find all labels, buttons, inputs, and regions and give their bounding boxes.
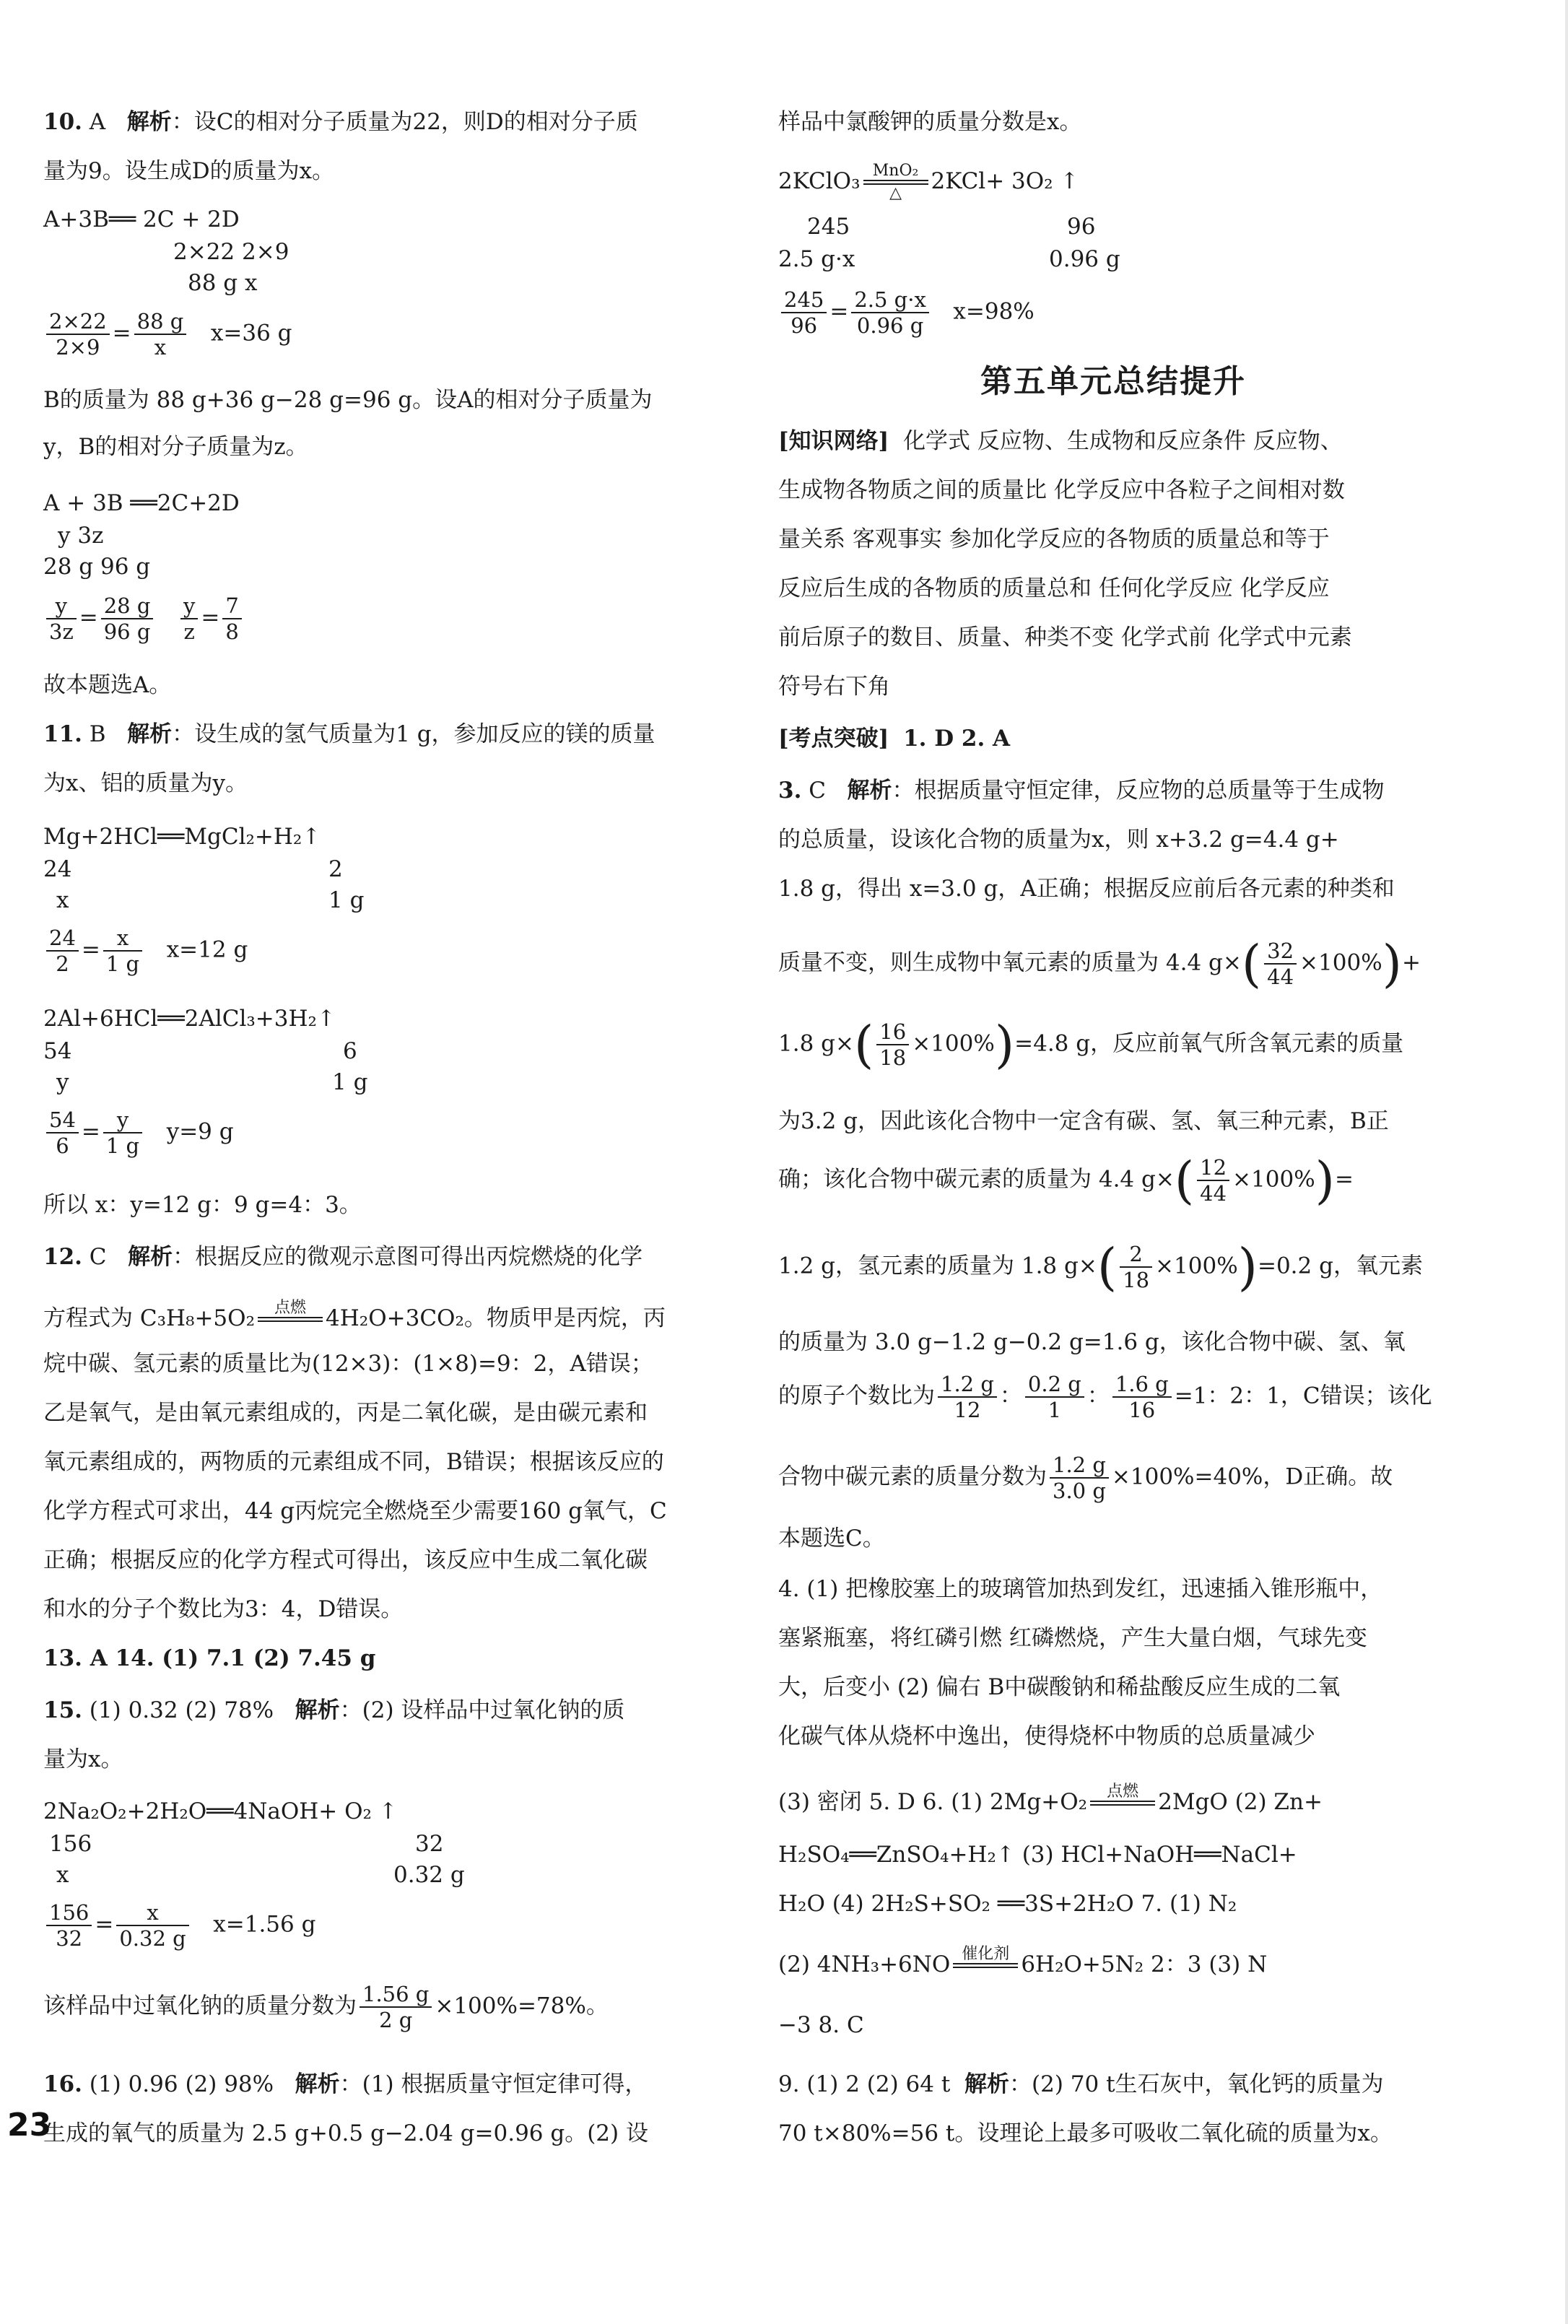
q12-line-4: 乙是氧气，是由氧元素组成的，丙是二氧化碳，是由碳元素和 bbox=[43, 1400, 648, 1426]
q15-conclusion: 该样品中过氧化钠的质量分数为 $\frac{1.56 g}{2 g}$ ×100%=78%。 bbox=[43, 1982, 609, 2032]
q12-line-3: 烷中碳、氢元素的质量比为(12×3)：(1×8)=9：2，A错误； bbox=[43, 1351, 653, 1377]
q3-line-9: 的质量为 3.0 g−1.2 g−0.2 g=1.6 g，该化合物中碳、氢、氧 bbox=[778, 1329, 1406, 1355]
q10-line-3: B的质量为 88 g+36 g−28 g=96 g。设A的相对分子质量为 bbox=[43, 387, 653, 413]
q16-cont-ratio: $\frac{245}{96}$ = $\frac{2.5 g\cdot x}{0.96 g}$ x=98% bbox=[778, 287, 1035, 338]
q15-eq-x: x bbox=[56, 1862, 69, 1888]
q11-conclusion: 所以 x：y=12 g：9 g=4：3。 bbox=[43, 1192, 362, 1218]
q11-eq1-x: x bbox=[56, 887, 69, 913]
q3-line-1: 3. C 解析：根据质量守恒定律，反应物的总质量等于生成物 bbox=[778, 778, 1385, 804]
q10-answer: A bbox=[89, 109, 106, 135]
q12-line-6: 化学方程式可求出，44 g丙烷完全燃烧至少需要160 g氧气，C bbox=[43, 1498, 667, 1524]
fraction: $\frac{x}{1 g}$ bbox=[103, 926, 142, 976]
q10-equation-1-coef: 2×22 2×9 bbox=[173, 239, 289, 265]
q16-cont-result: x=98% bbox=[953, 298, 1035, 325]
q16-cont-line-1: 样品中氯酸钾的质量分数是x。 bbox=[778, 109, 1082, 135]
q10-text-1: ：设C的相对分子质量为22，则D的相对分子质 bbox=[171, 109, 638, 135]
q15-analysis-tag: 解析 bbox=[295, 1697, 340, 1723]
kaodian-tag: [考点突破] bbox=[778, 726, 889, 752]
q3-line-6: 为3.2 g，因此该化合物中一定含有碳、氢、氧三种元素，B正 bbox=[778, 1108, 1389, 1134]
fraction: $\frac{156}{32}$ bbox=[46, 1900, 92, 1951]
knowledge-tag: [知识网络] bbox=[778, 428, 889, 454]
q12-line-1 bbox=[43, 1243, 643, 1271]
fraction: $\frac{1.6 g}{16}$ bbox=[1112, 1372, 1172, 1422]
q10-equation-2: A + 3B ══2C+2D bbox=[43, 490, 240, 516]
q11-eq2-mr-al: 54 bbox=[43, 1038, 72, 1064]
q3-line-4: 质量不变，则生成物中氧元素的质量为 4.4 g×( $\frac{32}{44}$ ×100%)+ bbox=[778, 934, 1421, 993]
q10-equation-1: A+3B══ 2C + 2D bbox=[43, 206, 240, 232]
q10-line-2: 量为9。设生成D的质量为x。 bbox=[43, 158, 335, 184]
q16-line-1 bbox=[43, 2071, 647, 2098]
knowledge-line-6: 符号右下角 bbox=[778, 674, 890, 700]
q15-ratio: $\frac{156}{32}$ = $\frac{x}{0.32 g}$ x=1.56 g bbox=[43, 1900, 315, 1951]
q15-line-1 bbox=[43, 1697, 624, 1724]
q10-number: 10. bbox=[43, 109, 82, 135]
q10-equation-2-mass: 28 g 96 g bbox=[43, 554, 151, 580]
fraction: $\frac{y}{z}$ bbox=[180, 593, 198, 644]
q3-line-7: 确；该化合物中碳元素的质量为 4.4 g×( $\frac{12}{44}$ ×100%)= bbox=[778, 1151, 1354, 1210]
reaction-condition: MnO₂ △ bbox=[863, 162, 928, 202]
q11-number: 11. bbox=[43, 721, 82, 747]
knowledge-line-4: 反应后生成的各物质的质量总和 任何化学反应 化学反应 bbox=[778, 575, 1330, 601]
q16-number: 16. bbox=[43, 2071, 82, 2097]
q10-equation-1-mass: 88 g x bbox=[188, 270, 258, 296]
q11-eq1-mr-mg: 24 bbox=[43, 856, 72, 882]
q16-line-2: 生成的氧气的质量为 2.5 g+0.5 g−2.04 g=0.96 g。(2) 设 bbox=[43, 2120, 648, 2146]
fraction: $\frac{y}{1 g}$ bbox=[103, 1107, 142, 1158]
q12-line-8: 和水的分子个数比为3：4，D错误。 bbox=[43, 1596, 404, 1622]
q10-equation-2-coef: y 3z bbox=[58, 523, 104, 549]
q11-line-2: 为x、铝的质量为y。 bbox=[43, 770, 248, 796]
q11-result-2: y=9 g bbox=[166, 1118, 234, 1145]
q9-line-1: 9. (1) 2 (2) 64 t 解析：(2) 70 t生石灰中，氧化钙的质量为 bbox=[778, 2071, 1384, 2097]
fraction: $\frac{32}{44}$ bbox=[1264, 939, 1297, 989]
q12-line-7: 正确；根据反应的化学方程式可得出，该反应中生成二氧化碳 bbox=[43, 1547, 648, 1573]
reaction-condition: 催化剂 bbox=[953, 1946, 1018, 1985]
fraction: $\frac{245}{96}$ bbox=[781, 287, 827, 338]
page-edge bbox=[1565, 0, 1568, 2324]
q12-line-2: 方程式为 C₃H₈+5O₂ 点燃 4H₂O+3CO₂。物质甲是丙烷，丙 bbox=[43, 1300, 666, 1339]
q16-cont-mass-o2: 0.96 g bbox=[1049, 246, 1120, 272]
q3-number: 3. bbox=[778, 778, 802, 804]
q12-line-5: 氧元素组成的，两物质的元素组成不同，B错误；根据该反应的 bbox=[43, 1449, 664, 1475]
q11-analysis-tag: 解析 bbox=[127, 721, 173, 747]
q11-eq2-mr-h2: 6 bbox=[343, 1038, 357, 1064]
q11-eq2-y: y bbox=[56, 1069, 69, 1095]
q9-analysis-tag: 解析 bbox=[964, 2071, 1010, 2097]
fraction: $\frac{y}{3z}$ bbox=[46, 593, 77, 644]
q11-eq1-mr-h2: 2 bbox=[328, 856, 343, 882]
q3-line-12: 本题选C。 bbox=[778, 1526, 885, 1551]
q11-ratio-1: $\frac{24}{2}$ = $\frac{x}{1 g}$ x=12 g bbox=[43, 926, 248, 976]
q10-line-1 bbox=[43, 108, 638, 136]
q3-line-11: 合物中碳元素的质量分数为 $\frac{1.2 g}{3.0 g}$ ×100%=40%，D正确。故 bbox=[778, 1453, 1393, 1503]
q11-answer: B bbox=[89, 721, 106, 747]
q4-line-3: 大，后变小 (2) 偏右 B中碳酸钠和稀盐酸反应生成的二氧 bbox=[778, 1674, 1341, 1700]
fraction: $\frac{x}{0.32 g}$ bbox=[116, 1900, 188, 1951]
fraction: $\frac{16}{18}$ bbox=[876, 1019, 909, 1070]
q9-line-2: 70 t×80%=56 t。设理论上最多可吸收二氧化硫的质量为x。 bbox=[778, 2120, 1393, 2146]
page-number: 23 bbox=[7, 2107, 52, 2144]
knowledge-line-5: 前后原子的数目、质量、种类不变 化学式前 化学式中元素 bbox=[778, 624, 1352, 650]
q13-q14-answers: 13. A 14. (1) 7.1 (2) 7.45 g bbox=[43, 1645, 376, 1671]
fraction: $\frac{28 g}{96 g}$ bbox=[101, 593, 154, 644]
q16-answers: (1) 0.96 (2) 98% bbox=[89, 2071, 274, 2097]
q5-line-5: −3 8. C bbox=[778, 2012, 864, 2038]
q11-ratio-2: $\frac{54}{6}$ = $\frac{y}{1 g}$ y=9 g bbox=[43, 1107, 234, 1158]
q11-line-1 bbox=[43, 721, 655, 748]
fraction: $\frac{0.2 g}{1}$ bbox=[1025, 1372, 1084, 1422]
q3-line-2: 的总质量，设该化合物的质量为x，则 x+3.2 g=4.4 g+ bbox=[778, 827, 1339, 853]
q15-line-2: 量为x。 bbox=[43, 1746, 123, 1772]
q3-analysis-tag: 解析 bbox=[847, 778, 892, 804]
fraction: $\frac{2\times 22}{2\times 9}$ bbox=[46, 309, 110, 360]
fraction: $\frac{1.2 g}{3.0 g}$ bbox=[1050, 1453, 1109, 1503]
q11-result-1: x=12 g bbox=[166, 936, 248, 963]
q10-ratio-2: $\frac{y}{3z}$ = $\frac{28 g}{96 g}$ $\frac{y}{z}$ = $\frac{7}{8}$ bbox=[43, 593, 245, 644]
q12-text-1: ：根据反应的微观示意图可得出丙烷燃烧的化学 bbox=[173, 1244, 643, 1270]
q10-result-1: x=36 g bbox=[210, 320, 292, 347]
q15-equation: 2Na₂O₂+2H₂O══4NaOH+ O₂ ↑ bbox=[43, 1798, 398, 1824]
fraction: $\frac{24}{2}$ bbox=[46, 926, 79, 976]
q15-text-1: ：(2) 设样品中过氧化钠的质 bbox=[339, 1697, 625, 1723]
q16-cont-equation: 2KClO₃ MnO₂ △ 2KCl+ 3O₂ ↑ bbox=[778, 162, 1079, 202]
q12-analysis-tag: 解析 bbox=[128, 1244, 173, 1270]
fraction: $\frac{1.56 g}{2 g}$ bbox=[360, 1982, 432, 2032]
q10-analysis-tag: 解析 bbox=[126, 109, 172, 135]
q10-conclusion: 故本题选A。 bbox=[43, 672, 172, 698]
q11-eq2-mass: 1 g bbox=[332, 1069, 368, 1095]
reaction-condition: 点燃 bbox=[1090, 1783, 1155, 1823]
fraction: $\frac{2.5 g\cdot x}{0.96 g}$ bbox=[851, 287, 928, 338]
q4-line-2: 塞紧瓶塞，将红磷引燃 红磷燃烧，产生大量白烟，气球先变 bbox=[778, 1625, 1367, 1651]
q10-ratio-1: $\frac{2\times 22}{2\times 9}$ = $\frac{88 g}{x}$ x=36 g bbox=[43, 309, 292, 360]
q3-line-8: 1.2 g，氢元素的质量为 1.8 g×( $\frac{2}{18}$ ×100%)=0.2 g，氧元素 bbox=[778, 1237, 1423, 1297]
knowledge-line-3: 量关系 客观事实 参加化学反应的各物质的质量总和等于 bbox=[778, 526, 1330, 552]
section-title: 第五单元总结提升 bbox=[980, 363, 1246, 400]
q10-line-4: y，B的相对分子质量为z。 bbox=[43, 434, 308, 460]
q5-line-3: H₂O (4) 2H₂S+SO₂ ══3S+2H₂O 7. (1) N₂ bbox=[778, 1891, 1237, 1917]
fraction: $\frac{7}{8}$ bbox=[222, 593, 241, 644]
q11-equation-1: Mg+2HCl══MgCl₂+H₂↑ bbox=[43, 824, 321, 850]
q16-cont-mr-o2: 96 bbox=[1067, 214, 1096, 240]
q15-eq-mass: 0.32 g bbox=[393, 1862, 465, 1888]
fraction: $\frac{54}{6}$ bbox=[46, 1107, 79, 1158]
q5-line-1: (3) 密闭 5. D 6. (1) 2Mg+O₂ 点燃 2MgO (2) Zn+ bbox=[778, 1783, 1323, 1823]
reaction-condition: 点燃 bbox=[258, 1300, 323, 1339]
q4-line-1: 4. (1) 把橡胶塞上的玻璃管加热到发红，迅速插入锥形瓶中， bbox=[778, 1576, 1383, 1602]
q3-line-5: 1.8 g×( $\frac{16}{18}$ ×100%)=4.8 g，反应前氧气所含氧元素的质量 bbox=[778, 1015, 1404, 1074]
kaodian-line: [考点突破] 1. D 2. A bbox=[778, 726, 1011, 752]
fraction: $\frac{88 g}{x}$ bbox=[134, 309, 187, 360]
q16-text-1: ：(1) 根据质量守恒定律可得， bbox=[339, 2071, 648, 2097]
q5-line-4: (2) 4NH₃+6NO 催化剂 6H₂O+5N₂ 2：3 (3) N bbox=[778, 1946, 1267, 1985]
q9-answers: 9. (1) 2 (2) 64 t bbox=[778, 2071, 951, 2097]
q11-text-1: ：设生成的氢气质量为1 g，参加反应的镁的质量 bbox=[172, 721, 655, 747]
q3-line-10: 的原子个数比为 $\frac{1.2 g}{12}$ ： $\frac{0.2 g}{1}$ ： $\frac{1.6 g}{16}$ =1：2：1，C错误；该化 bbox=[778, 1372, 1432, 1422]
q4-line-4: 化碳气体从烧杯中逸出，使得烧杯中物质的总质量减少 bbox=[778, 1723, 1315, 1749]
q3-answer: C bbox=[809, 778, 826, 804]
q15-result: x=1.56 g bbox=[213, 1911, 316, 1938]
q15-eq-mr-o2: 32 bbox=[415, 1831, 444, 1857]
q5-line-2: H₂SO₄══ZnSO₄+H₂↑ (3) HCl+NaOH══NaCl+ bbox=[778, 1842, 1297, 1868]
q15-number: 15. bbox=[43, 1697, 82, 1723]
fraction: $\frac{2}{18}$ bbox=[1120, 1242, 1152, 1292]
knowledge-line-1: [知识网络] 化学式 反应物、生成物和反应条件 反应物、 bbox=[778, 428, 1343, 454]
knowledge-line-2: 生成物各物质之间的质量比 化学反应中各粒子之间相对数 bbox=[778, 477, 1345, 503]
q15-eq-mr-na2o2: 156 bbox=[49, 1831, 92, 1857]
q15-answers: (1) 0.32 (2) 78% bbox=[89, 1697, 274, 1723]
q12-number: 12. bbox=[43, 1244, 82, 1270]
fraction: $\frac{1.2 g}{12}$ bbox=[938, 1372, 997, 1422]
q3-line-3: 1.8 g，得出 x=3.0 g，A正确；根据反应前后各元素的种类和 bbox=[778, 876, 1395, 902]
q16-cont-mass-kclo3: 2.5 g·x bbox=[778, 246, 855, 272]
fraction: $\frac{12}{44}$ bbox=[1197, 1155, 1229, 1206]
q16-analysis-tag: 解析 bbox=[295, 2071, 340, 2097]
q11-equation-2: 2Al+6HCl══2AlCl₃+3H₂↑ bbox=[43, 1006, 336, 1032]
q12-answer: C bbox=[89, 1244, 107, 1270]
q11-eq1-mass: 1 g bbox=[328, 887, 365, 913]
q16-cont-mr-kclo3: 245 bbox=[807, 214, 850, 240]
